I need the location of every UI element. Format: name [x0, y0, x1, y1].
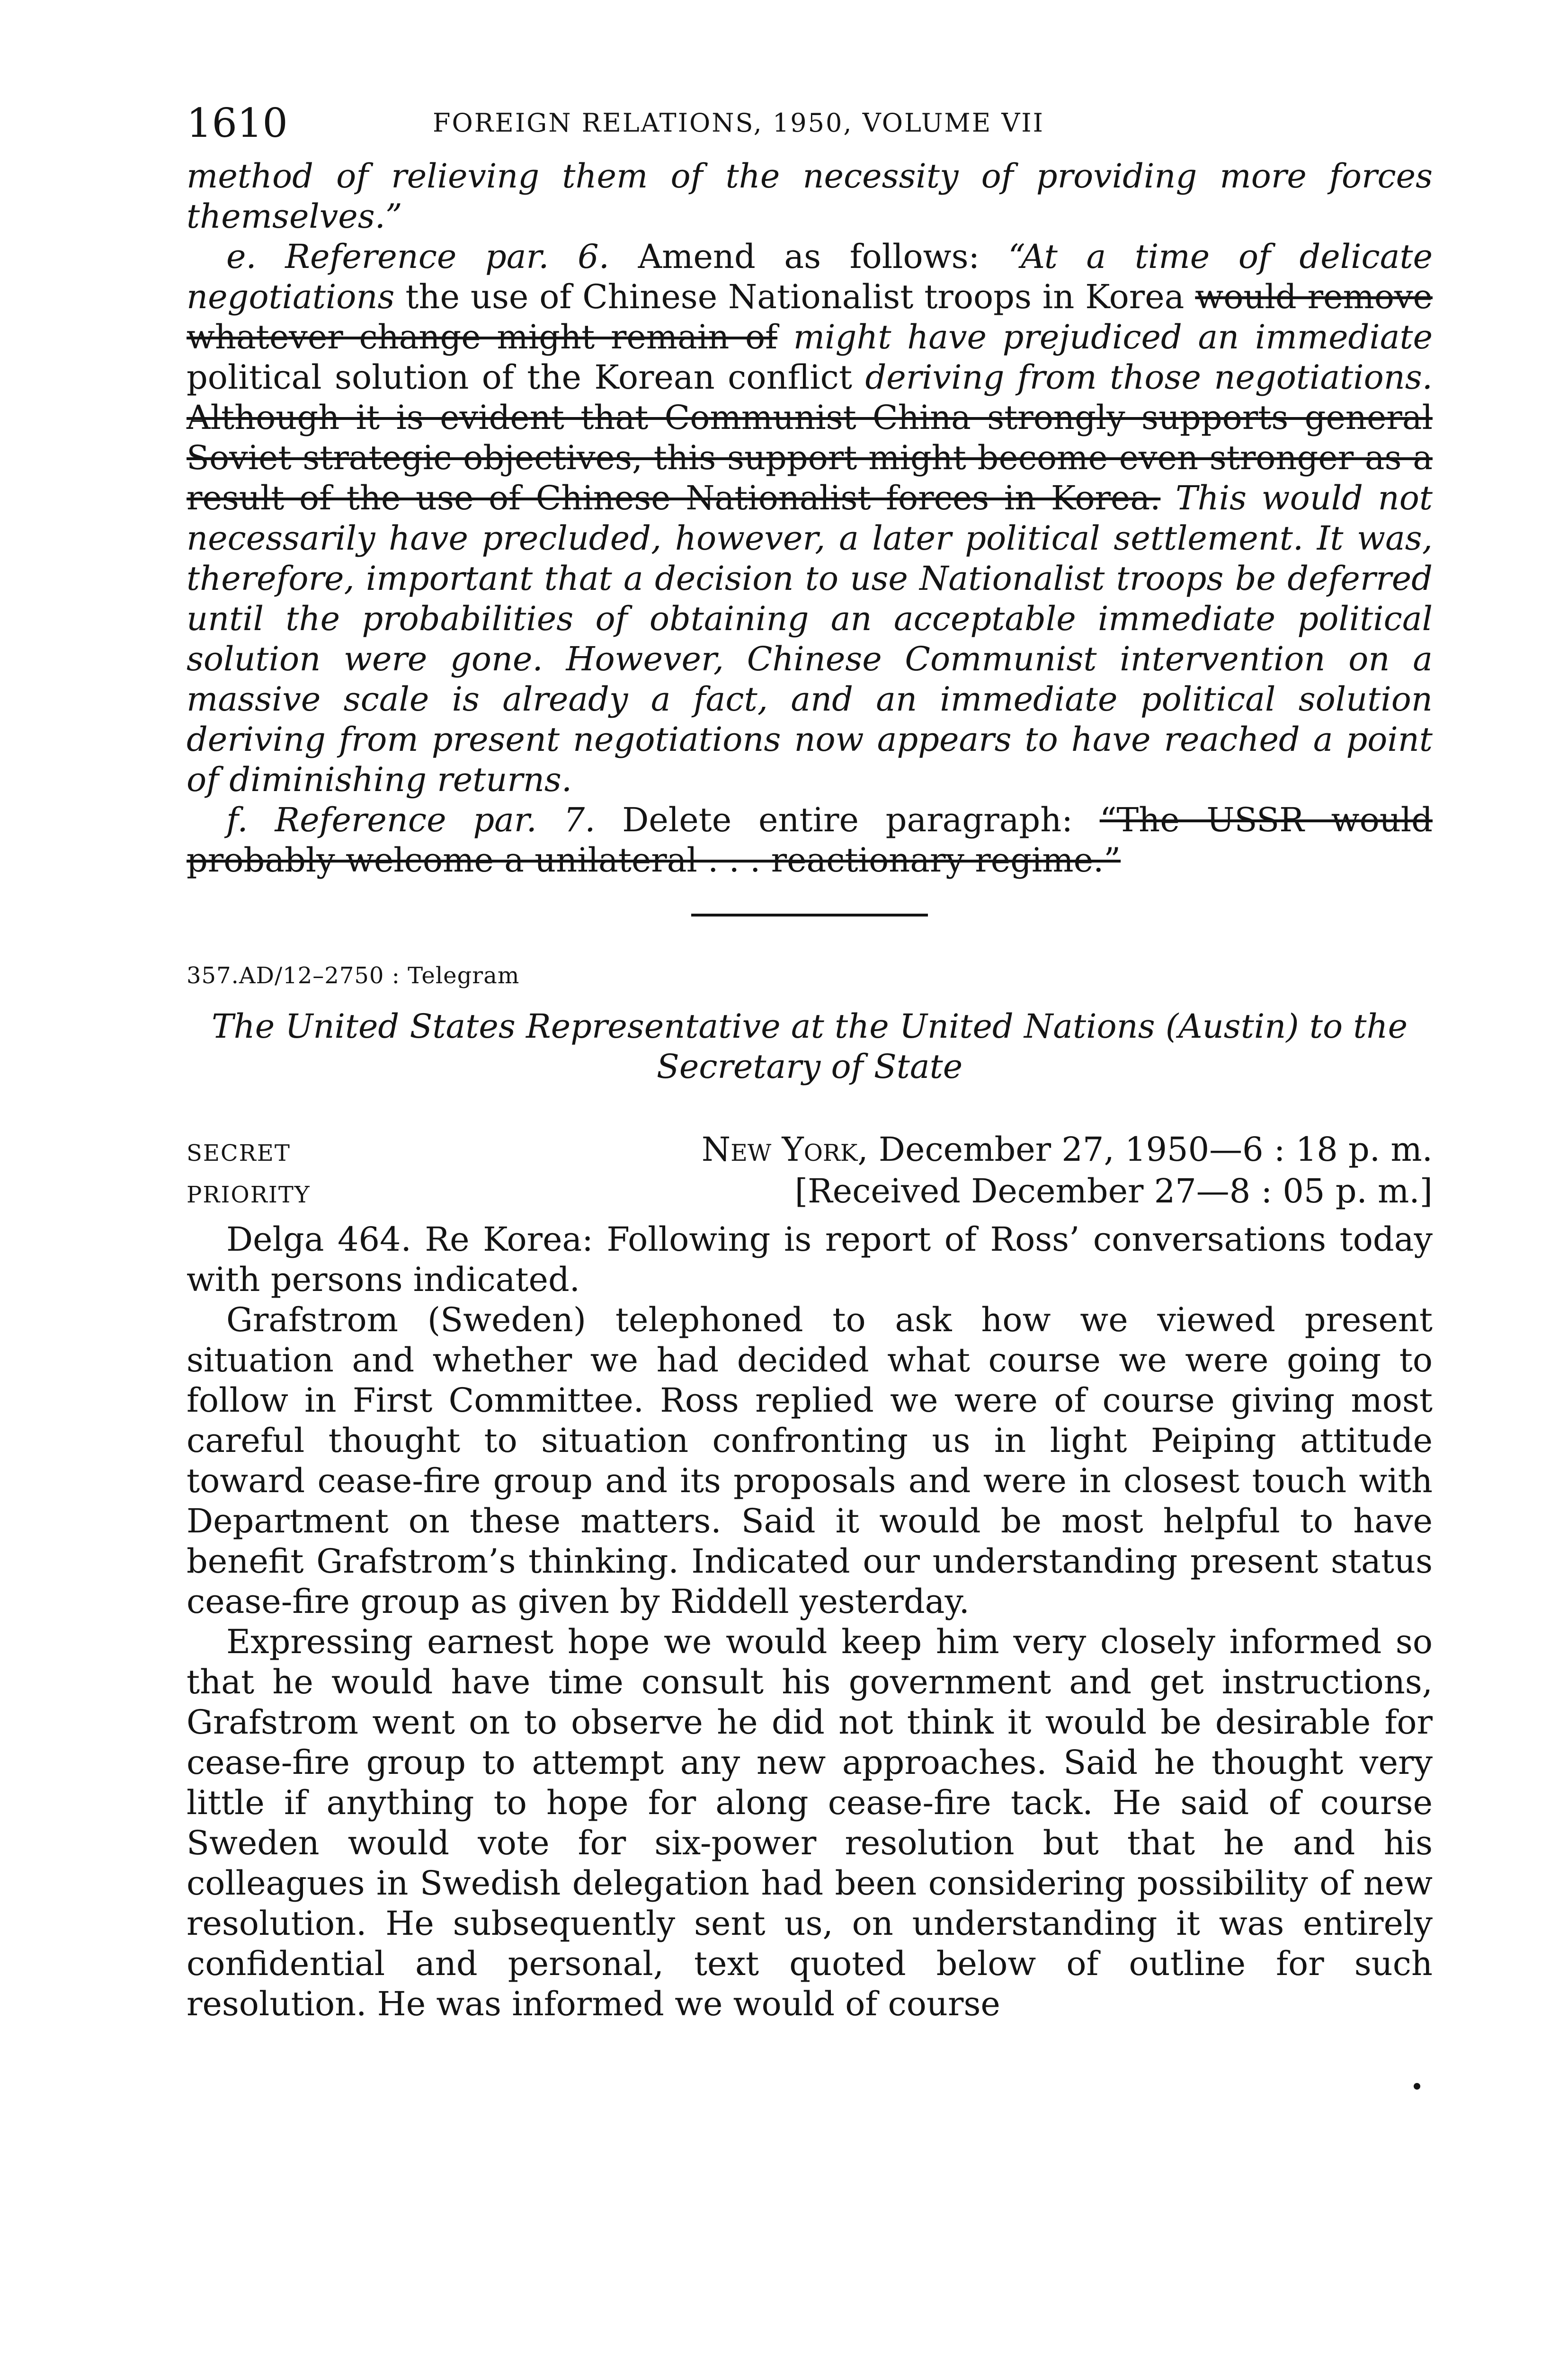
classification: SECRET: [187, 1140, 291, 1166]
document-page: [187, 95, 1433, 2024]
paragraph-e-label: e. Reference par. 6.: [226, 237, 609, 276]
page-number: 1610: [187, 100, 288, 146]
struck-text: “The USSR would probably welcome a unilateral . . . reactionary regime.”: [187, 801, 1433, 880]
struck-text: would remove whatever change might remain of: [187, 277, 1433, 356]
received-time: [Received December 27—8 : 05 p. m.]: [794, 1172, 1433, 1210]
inserted-text: “At a time of delicate negotiations: [187, 237, 1433, 316]
paragraph-e-intro: Amend as follows:: [609, 237, 1008, 276]
telegram-body: [187, 1219, 1433, 2024]
priority: PRIORITY: [187, 1182, 311, 1208]
inserted-text: deriving from those negotiations.: [865, 358, 1433, 397]
paragraph-f: [187, 800, 1433, 881]
file-reference: 357.AD/12–2750 : Telegram: [187, 962, 520, 989]
inserted-text: might have prejudiced an immediate: [777, 318, 1433, 356]
paragraph-e: [187, 237, 1433, 800]
telegram-paragraph-1: Delga 464. Re Korea: Following is report of Ross’ conversations today with persons indicated.: [187, 1220, 1433, 1299]
margin-mark: [1414, 2083, 1420, 2090]
sent-time: , December 27, 1950—6 : 18 p. m.: [857, 1130, 1433, 1169]
sent-line: [702, 1130, 1433, 1170]
paragraph-f-intro: Delete entire paragraph:: [595, 801, 1100, 839]
section-divider: [691, 914, 928, 917]
document-title: The United States Representative at the United Nations (Austin) to the Secretary of State: [211, 1007, 1408, 1086]
place: New York: [701, 1130, 858, 1169]
running-head: FOREIGN RELATIONS, 1950, VOLUME VII: [433, 108, 1044, 138]
meta-row-sent: [187, 1130, 1433, 1172]
struck-text: Although it is evident that Communist China strongly supports general Soviet strategic objectives, this support might become even stronger as a result of the use of Chinese Nationalist forces in Korea.: [187, 398, 1433, 517]
inserted-text: This would not necessarily have precluded, however, a later political settlement. It was, therefore, important that a decision to use Nationalist troops be deferred until the probabilities of obtaining an acceptable immediate political solution were gone. However, Chinese Communist intervention on a massive scale is already a fact, and an immediate political solution deriving from present negotiations now appears to have reached a point of diminishing returns.: [187, 479, 1433, 799]
paragraph-d-continuation: [187, 156, 1433, 237]
page-header: [187, 95, 1433, 151]
memo-section: [187, 156, 1433, 881]
meta-row-received: [187, 1171, 1433, 1214]
telegram-paragraph-3: Expressing earnest hope we would keep him very closely informed so that he would have time consult his government and get instructions, Grafstrom went on to observe he did not think it would be desirable for cease-fire group to attempt any new approaches. Said he thought very little if anything to hope for along cease-fire tack. He said of course Sweden would vote for six-power resolution but that he and his colleagues in Swedish delegation had been considering possibility of new resolution. He subsequently sent us, on understanding it was entirely confidential and personal, text quoted below of outline for such resolution. He was informed we would of course: [187, 1622, 1433, 2023]
telegram-paragraph-2: Grafstrom (Sweden) telephoned to ask how we viewed present situation and whether we had decided what course we were going to follow in First Committee. Ross replied we were of course giving most careful thought to situation confronting us in light Peiping attitude toward cease-fire group and its proposals and were in closest touch with Department on these matters. Said it would be most helpful to have benefit Grafstrom’s thinking. Indicated our understanding present status cease-fire group as given by Riddell yesterday.: [187, 1300, 1433, 1621]
telegram-meta: [187, 1130, 1433, 1215]
plain-text: political solution of the Korean conflict: [187, 358, 865, 397]
plain-text: the use of Chinese Nationalist troops in Korea: [394, 277, 1195, 316]
paragraph-f-label: f. Reference par. 7.: [226, 801, 596, 839]
italic-text: method of relieving them of the necessity of providing more forces themselves.”: [187, 157, 1433, 236]
